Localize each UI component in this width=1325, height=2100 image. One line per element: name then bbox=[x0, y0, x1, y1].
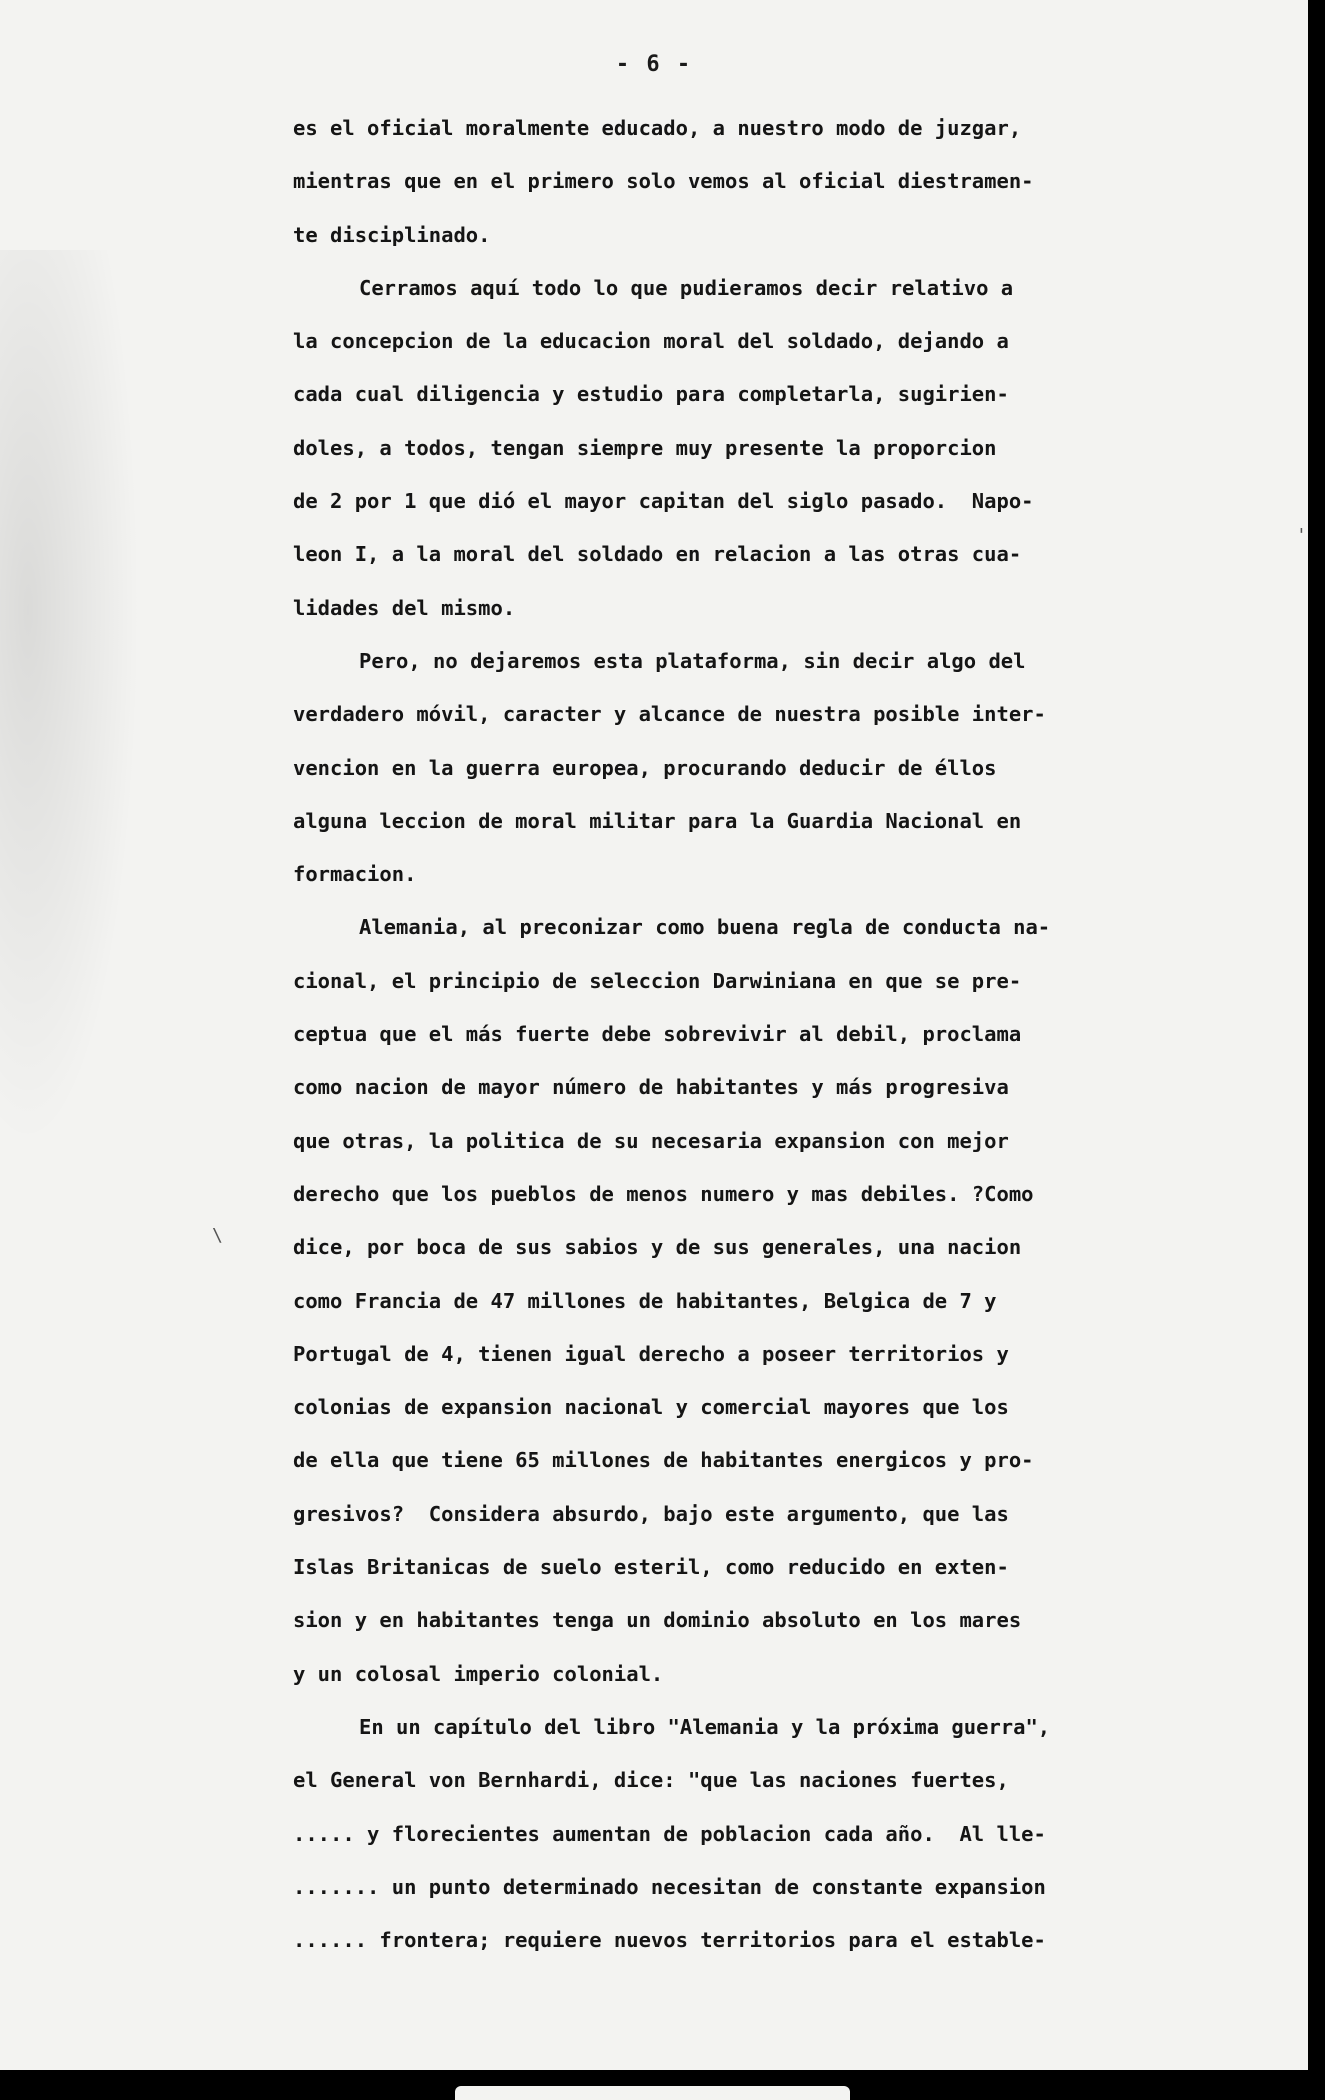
text-line: En un capítulo del libro "Alemania y la próxima guerra", bbox=[359, 1714, 1051, 1739]
margin-mark: ' bbox=[1296, 525, 1307, 546]
text-line: cional, el principio de seleccion Darwiniana en que se pre- bbox=[293, 968, 1022, 993]
text-line: gresivos? Considera absurdo, bajo este argumento, que las bbox=[293, 1501, 1009, 1526]
text-line: el General von Bernhardi, dice: "que las naciones fuertes, bbox=[293, 1768, 1009, 1793]
text-line: ..... y florecientes aumentan de poblacion cada año. Al lle- bbox=[293, 1821, 1046, 1846]
text-line: cada cual diligencia y estudio para completarla, sugirien- bbox=[293, 382, 1009, 407]
text-line: la concepcion de la educacion moral del soldado, dejando a bbox=[293, 329, 1009, 354]
scan-bottom-tab bbox=[455, 2086, 850, 2100]
text-line: ...... frontera; requiere nuevos territorios para el estable- bbox=[293, 1928, 1046, 1953]
text-line: alguna leccion de moral militar para la Guardia Nacional en bbox=[293, 808, 1022, 833]
text-line: derecho que los pueblos de menos numero y mas debiles. ?Como bbox=[293, 1181, 1034, 1206]
text-line: lidades del mismo. bbox=[293, 595, 516, 620]
text-line: Islas Britanicas de suelo esteril, como reducido en exten- bbox=[293, 1555, 1009, 1580]
text-line: Alemania, al preconizar como buena regla de conducta na- bbox=[359, 915, 1051, 940]
text-line: que otras, la politica de su necesaria expansion con mejor bbox=[293, 1128, 1009, 1153]
text-line: mientras que en el primero solo vemos al oficial diestramen- bbox=[293, 169, 1034, 194]
body-text bbox=[293, 106, 1123, 1971]
text-line: como nacion de mayor número de habitantes y más progresiva bbox=[293, 1075, 1009, 1100]
text-line: de 2 por 1 que dió el mayor capitan del siglo pasado. Napo- bbox=[293, 489, 1034, 514]
text-line: es el oficial moralmente educado, a nuestro modo de juzgar, bbox=[293, 116, 1022, 140]
text-line: de ella que tiene 65 millones de habitantes energicos y pro- bbox=[293, 1448, 1034, 1473]
text-line: como Francia de 47 millones de habitantes, Belgica de 7 y bbox=[293, 1288, 997, 1313]
text-line: ceptua que el más fuerte debe sobrevivir al debil, proclama bbox=[293, 1022, 1022, 1047]
text-line: Portugal de 4, tienen igual derecho a poseer territorios y bbox=[293, 1341, 1009, 1366]
text-line: leon I, a la moral del soldado en relacion a las otras cua- bbox=[293, 542, 1022, 567]
text-line: verdadero móvil, caracter y alcance de nuestra posible inter- bbox=[293, 702, 1046, 727]
text-line: colonias de expansion nacional y comercial mayores que los bbox=[293, 1395, 1009, 1420]
text-line: Pero, no dejaremos esta plataforma, sin decir algo del bbox=[359, 648, 1026, 673]
margin-mark: \ bbox=[212, 1225, 223, 1246]
text-line: te disciplinado. bbox=[293, 222, 491, 247]
text-line: y un colosal imperio colonial. bbox=[293, 1661, 664, 1686]
text-line: ....... un punto determinado necesitan de constante expansion bbox=[293, 1874, 1046, 1899]
text-line: dice, por boca de sus sabios y de sus generales, una nacion bbox=[293, 1235, 1022, 1260]
text-line: doles, a todos, tengan siempre muy presente la proporcion bbox=[293, 435, 997, 460]
page-number: - 6 - bbox=[615, 52, 693, 77]
text-line: sion y en habitantes tenga un dominio absoluto en los mares bbox=[293, 1608, 1022, 1633]
text-line: formacion. bbox=[293, 862, 417, 887]
text-line: vencion en la guerra europea, procurando deducir de éllos bbox=[293, 755, 997, 780]
text-line: Cerramos aquí todo lo que pudieramos decir relativo a bbox=[359, 275, 1014, 300]
